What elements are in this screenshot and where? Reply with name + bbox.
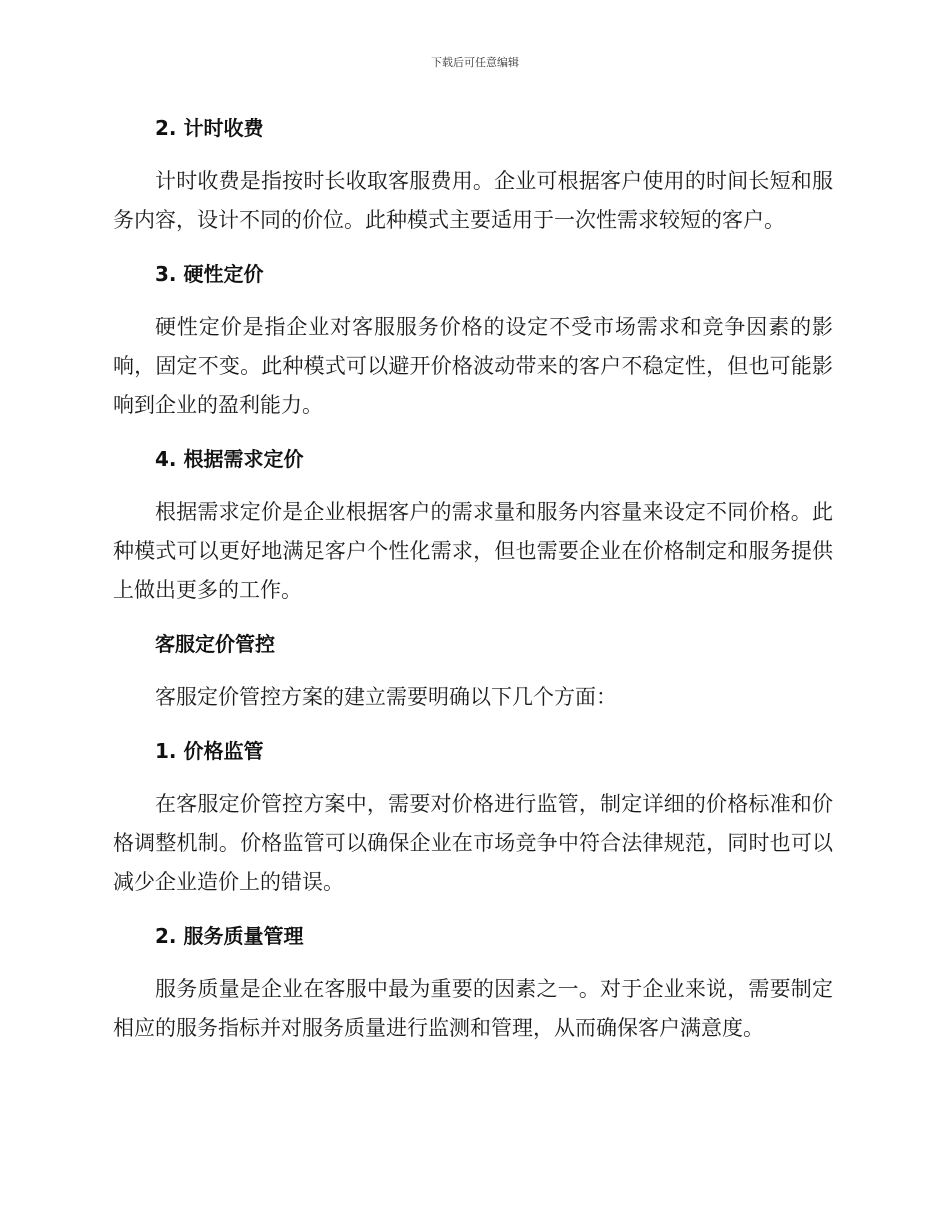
section-paragraph-service-quality: 服务质量是企业在客服中最为重要的因素之一。对于企业来说，需要制定相应的服务指标并对服务质量进行监测和管理，从而确保客户满意度。 <box>113 977 833 1040</box>
section-heading-demand-pricing: 4. 根据需求定价 <box>155 447 304 471</box>
document-body <box>113 110 833 1064</box>
section-heading-pricing-control: 客服定价管控 <box>155 632 275 656</box>
section-heading-fixed-pricing: 3. 硬性定价 <box>155 262 264 286</box>
section-heading-timed-billing: 2. 计时收费 <box>155 116 264 140</box>
section-heading-price-supervision: 1. 价格监管 <box>155 739 264 763</box>
header-note: 下载后可任意编辑 <box>431 56 519 69</box>
section-paragraph-demand-pricing: 根据需求定价是企业根据客户的需求量和服务内容量来设定不同价格。此种模式可以更好地满足客户个性化需求，但也需要企业在价格制定和服务提供上做出更多的工作。 <box>113 500 833 602</box>
section-heading-service-quality: 2. 服务质量管理 <box>155 924 304 948</box>
section-paragraph-price-supervision: 在客服定价管控方案中，需要对价格进行监管，制定详细的价格标准和价格调整机制。价格监管可以确保企业在市场竞争中符合法律规范，同时也可以减少企业造价上的错误。 <box>113 792 833 894</box>
section-paragraph-fixed-pricing: 硬性定价是指企业对客服服务价格的设定不受市场需求和竞争因素的影响，固定不变。此种模式可以避开价格波动带来的客户不稳定性，但也可能影响到企业的盈利能力。 <box>113 315 833 417</box>
section-paragraph-timed-billing: 计时收费是指按时长收取客服费用。企业可根据客户使用的时间长短和服务内容，设计不同的价位。此种模式主要适用于一次性需求较短的客户。 <box>113 169 833 232</box>
section-paragraph-pricing-control: 客服定价管控方案的建立需要明确以下几个方面： <box>155 685 617 709</box>
